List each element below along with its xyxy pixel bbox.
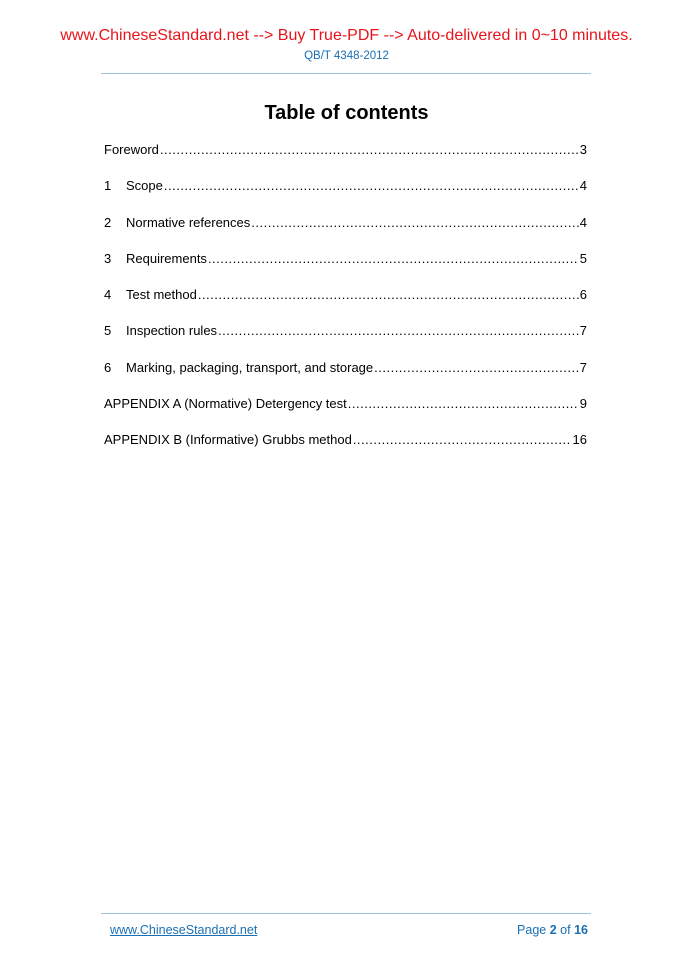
- toc-entry-inspection-rules[interactable]: [104, 320, 587, 356]
- page-current: 2: [549, 923, 557, 937]
- toc-entry-label: Scope: [126, 178, 163, 194]
- toc-entry-page: 3: [579, 142, 587, 157]
- toc-entry-label: Inspection rules: [126, 323, 218, 339]
- toc-entry-page: 4: [579, 178, 587, 194]
- toc-entry-number: 1: [104, 178, 112, 194]
- toc-entry-marking-packaging[interactable]: [104, 357, 587, 393]
- table-of-contents: [104, 139, 587, 466]
- toc-dot-leader: [198, 284, 579, 306]
- header-divider: [101, 73, 591, 74]
- page-of: of: [560, 923, 571, 937]
- toc-dot-leader: [160, 139, 579, 161]
- toc-entry-label: Foreword: [104, 142, 159, 157]
- toc-entry-number: 2: [104, 214, 112, 230]
- toc-entry-label: Test method: [126, 287, 197, 303]
- toc-entry-label: Normative references: [126, 214, 251, 230]
- toc-entry-label: Requirements: [126, 250, 207, 266]
- promo-banner[interactable]: www.ChineseStandard.net --> Buy True-PDF --> Auto-delivered in 0~10 minutes.: [60, 27, 633, 44]
- footer-divider: [101, 913, 591, 914]
- toc-entry-appendix-a[interactable]: [104, 393, 587, 429]
- footer-website-link[interactable]: www.ChineseStandard.net: [110, 923, 258, 937]
- page-total: 16: [574, 923, 588, 937]
- toc-entry-label: Marking, packaging, transport, and storage: [126, 359, 374, 375]
- toc-dot-leader: [218, 320, 579, 342]
- toc-entry-page: 7: [579, 323, 587, 339]
- toc-dot-leader: [353, 429, 572, 451]
- toc-entry-scope[interactable]: [104, 175, 587, 211]
- toc-entry-foreword[interactable]: [104, 139, 587, 175]
- toc-entry-test-method[interactable]: [104, 284, 587, 320]
- toc-dot-leader: [164, 175, 579, 197]
- toc-dot-leader: [374, 357, 579, 379]
- toc-entry-number: 3: [104, 250, 112, 266]
- toc-entry-page: 5: [579, 250, 587, 266]
- page-prefix: Page: [517, 923, 547, 937]
- toc-entry-number: 4: [104, 287, 112, 303]
- toc-entry-page: 7: [579, 359, 587, 375]
- toc-entry-number: 6: [104, 359, 112, 375]
- page-indicator: [517, 923, 588, 937]
- toc-dot-leader: [208, 248, 579, 270]
- toc-entry-label: APPENDIX B (Informative) Grubbs method: [104, 432, 352, 448]
- toc-dot-leader: [348, 393, 579, 415]
- toc-entry-page: 16: [572, 432, 587, 448]
- toc-entry-appendix-b[interactable]: [104, 429, 587, 465]
- toc-entry-page: 4: [579, 214, 587, 230]
- toc-entry-page: 6: [579, 287, 587, 303]
- toc-entry-number: 5: [104, 323, 112, 339]
- document-id: QB/T 4348-2012: [304, 50, 389, 62]
- toc-entry-page: 9: [579, 396, 587, 412]
- page-title: Table of contents: [264, 102, 429, 124]
- toc-entry-requirements[interactable]: [104, 248, 587, 284]
- toc-entry-label: APPENDIX A (Normative) Detergency test: [104, 396, 347, 412]
- toc-dot-leader: [251, 212, 578, 234]
- toc-entry-normative-references[interactable]: [104, 212, 587, 248]
